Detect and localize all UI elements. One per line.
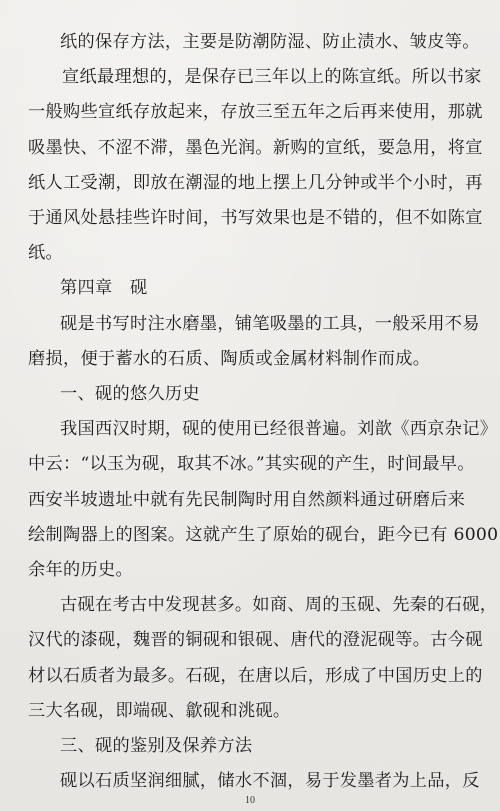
text-line-16: 余年的历史。 — [28, 560, 133, 580]
text-line-10: 磨损，便于蓄水的石质、陶质或金属材料制作而成。 — [28, 348, 431, 369]
text-line-22: 砚以石质坚润细腻，储水不涸，易于发墨者为上品，反 — [60, 771, 480, 792]
text-line-2: 宣纸最理想的，是保存已三年以上的陈宣纸。所以书家 — [62, 67, 482, 88]
text-line-19: 材以石质者为最多。石砚，在唐以后，形成了中国历史上的 — [28, 665, 483, 686]
text-line-15: 绘制陶器上的图案。这就产生了原始的砚台，距今已有 6000 — [28, 524, 499, 545]
text-line-1: 纸的保存方法，主要是防潮防湿、防止渍水、皱皮等。 — [60, 32, 480, 52]
page-number: 10 — [245, 795, 255, 806]
text-line-4: 吸墨快、不涩不滞，墨色光润。新购的宣纸，要急用，将宣 — [28, 137, 483, 158]
text-line-3: 一般购些宣纸存放起来，存放三至五年之后再来使用，那就 — [28, 102, 483, 123]
text-line-14: 西安半坡遗址中就有先民制陶时用自然颜料通过研磨后来 — [28, 489, 466, 510]
text-line-17: 古砚在考古中发现甚多。如商、周的玉砚、先秦的石砚， — [60, 595, 498, 616]
text-line-12: 我国西汉时期，砚的使用已经很普遍。刘歆《西京杂记》 — [60, 419, 498, 440]
section-heading-3: 三、砚的鉴别及保养方法 — [60, 736, 253, 756]
chapter-heading: 第四章 砚 — [60, 278, 148, 299]
text-line-13: 中云：“以玉为砚，取其不冰。”其实砚的产生，时间最早。 — [28, 454, 475, 475]
text-line-18: 汉代的漆砚，魏晋的铜砚和银砚、唐代的澄泥砚等。古今砚 — [28, 630, 483, 651]
text-line-20: 三大名砚，即端砚、歙砚和洮砚。 — [28, 700, 291, 721]
text-line-9: 砚是书写时注水磨墨，铺笔吸墨的工具，一般采用不易 — [60, 313, 480, 334]
text-line-5: 纸人工受潮，即放在潮湿的地上摆上几分钟或半个小时，再 — [28, 172, 483, 193]
text-line-6: 于通风处悬挂些许时间，书写效果也是不错的，但不如陈宣 — [28, 208, 483, 228]
text-line-7: 纸。 — [28, 243, 63, 264]
section-heading-1: 一、砚的悠久历史 — [60, 384, 200, 404]
